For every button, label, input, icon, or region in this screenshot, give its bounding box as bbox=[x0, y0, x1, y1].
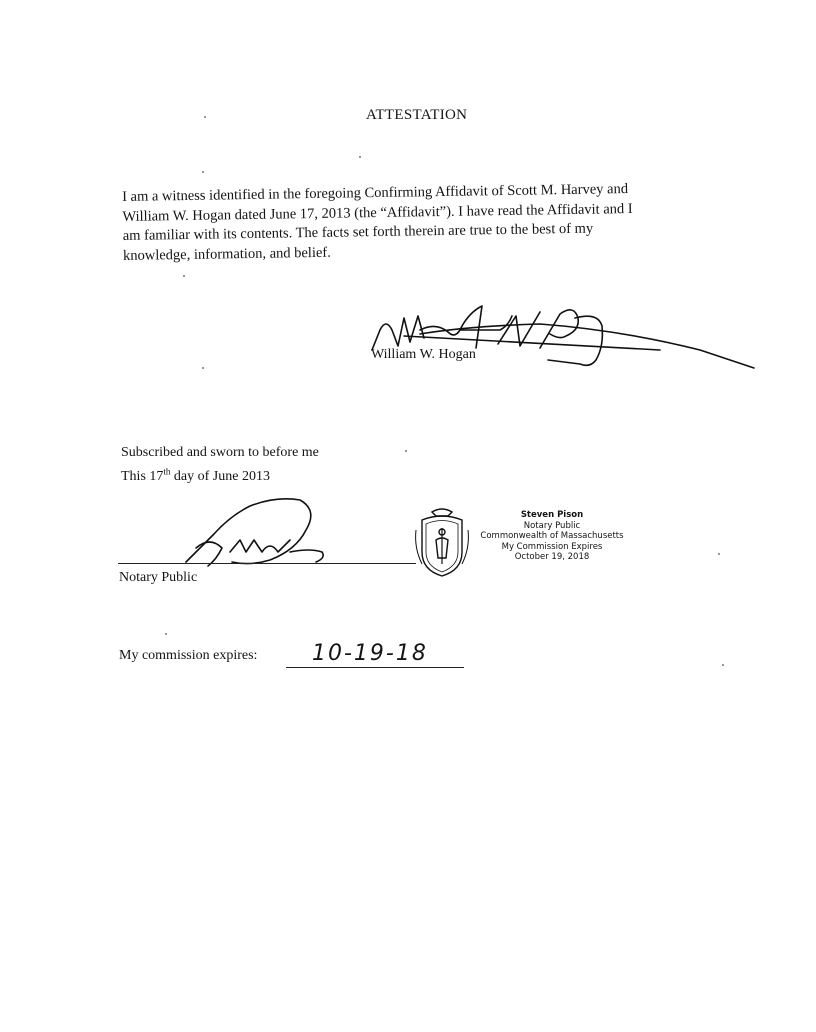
commission-expires-value: 10-19-18 bbox=[312, 641, 428, 666]
scan-speck bbox=[165, 633, 167, 635]
paragraph-line: I am a witness identified in the foregoing Confirming Affidavit of Scott M. Harvey and bbox=[122, 181, 629, 205]
date-statement bbox=[121, 466, 270, 485]
scan-speck bbox=[202, 171, 204, 173]
attestation-paragraph bbox=[122, 179, 723, 266]
scan-speck bbox=[183, 275, 185, 277]
notary-signature-line bbox=[118, 563, 416, 564]
date-prefix: This 17 bbox=[121, 469, 164, 484]
commission-expires-label: My commission expires: bbox=[119, 648, 258, 663]
notary-stamp-name: Steven Pison bbox=[520, 510, 584, 520]
notary-stamp-jurisdiction: Commonwealth of Massachusetts bbox=[480, 531, 624, 541]
scan-speck bbox=[202, 367, 204, 369]
scan-speck bbox=[405, 450, 407, 452]
document-title: ATTESTATION bbox=[366, 107, 468, 123]
commission-expires-line bbox=[286, 667, 464, 668]
date-ordinal-suffix: th bbox=[163, 466, 171, 477]
subscribed-statement: Subscribed and sworn to before me bbox=[121, 445, 319, 460]
scan-speck bbox=[204, 116, 206, 118]
paragraph-line: William W. Hogan dated June 17, 2013 (the “Affidavit”). I have read the Affidavit and I bbox=[122, 200, 633, 225]
notary-stamp-expiry-date: October 19, 2018 bbox=[514, 552, 590, 562]
notary-stamp bbox=[462, 510, 642, 563]
notary-public-label: Notary Public bbox=[119, 570, 198, 585]
scan-speck bbox=[359, 156, 361, 158]
date-rest: day of June 2013 bbox=[170, 469, 270, 484]
notary-stamp-expiry-label: My Commission Expires bbox=[501, 541, 603, 552]
scan-speck bbox=[718, 553, 720, 555]
notary-stamp-title: Notary Public bbox=[523, 520, 581, 531]
signatory-name: William W. Hogan bbox=[371, 347, 476, 362]
scan-speck bbox=[722, 664, 724, 666]
paragraph-line: knowledge, information, and belief. bbox=[122, 244, 331, 264]
paragraph-line: am familiar with its contents. The facts set forth therein are true to the best of my bbox=[122, 220, 594, 244]
